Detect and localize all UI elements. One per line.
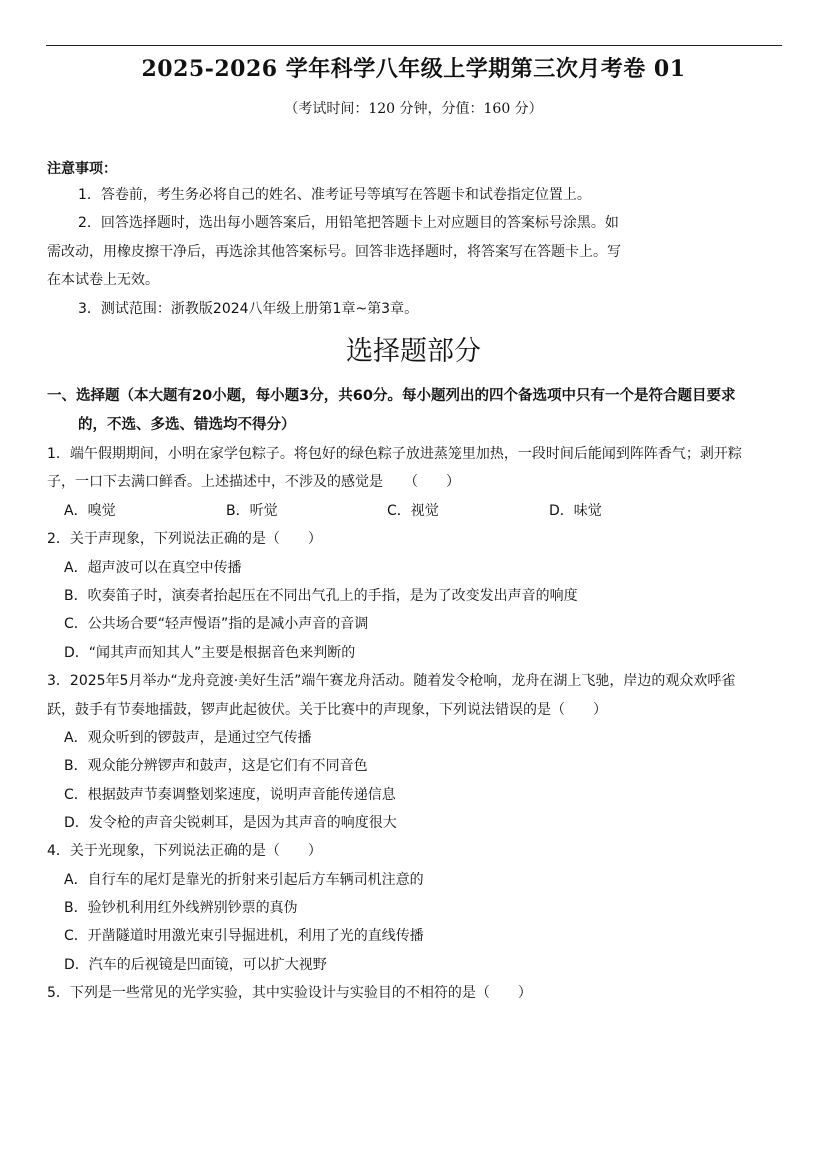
- option-c: C．公共场合要“轻声慢语”指的是减小声音的音调: [64, 616, 369, 632]
- option-d: D．发令枪的声音尖锐刺耳，是因为其声音的响度很大: [64, 815, 397, 831]
- option-a: A．自行车的尾灯是靠光的折射来引起后方车辆司机注意的: [64, 872, 424, 888]
- option-b: B．吹奏笛子时，演奏者抬起压在不同出气孔上的手指，是为了改变发出声音的响度: [64, 588, 578, 604]
- section-heading: 一、选择题（本大题有20小题，每小题3分，共60分。每小题列出的四个备选项中只有一个是符合题目要求: [47, 388, 736, 404]
- option-c: C．根据鼓声节奏调整划桨速度，说明声音能传递信息: [64, 787, 396, 803]
- section-heading: 的，不选、多选、错选均不得分）: [78, 417, 296, 433]
- note-line: 1．答卷前，考生务必将自己的姓名、准考证号等填写在答题卡和试卷指定位置上。: [78, 187, 591, 203]
- option-d: D．汽车的后视镜是凹面镜，可以扩大视野: [64, 957, 327, 973]
- option-a: A．观众听到的锣鼓声，是通过空气传播: [64, 730, 312, 746]
- note-line: 需改动，用橡皮擦干净后，再选涂其他答案标号。回答非选择题时，将答案写在答题卡上。写: [47, 244, 621, 260]
- option-b: B．观众能分辨锣声和鼓声，这是它们有不同音色: [64, 758, 368, 774]
- question-stem: 4．关于光现象，下列说法正确的是（ ）: [47, 843, 322, 859]
- notes-heading: 注意事项：: [47, 161, 117, 177]
- question-stem: 2．关于声现象，下列说法正确的是（ ）: [47, 531, 322, 547]
- exam-title: 2025-2026 学年科学八年级上学期第三次月考卷 01: [141, 56, 686, 82]
- option-b: B．验钞机利用红外线辨别钞票的真伪: [64, 900, 298, 916]
- question-stem: 3．2025年5月举办“龙舟竞渡·美好生活”端午赛龙舟活动。随着发令枪响，龙舟在湖上飞驰，岸边的观众欢呼雀: [47, 673, 736, 689]
- header-rule: [46, 45, 782, 46]
- note-line: 2．回答选择题时，选出每小题答案后，用铅笔把答题卡上对应题目的答案标号涂黑。如: [78, 215, 619, 231]
- option-a: A．嗅觉: [64, 503, 116, 519]
- option-d: D．“闻其声而知其人”主要是根据音色来判断的: [64, 645, 356, 661]
- question-stem: 跃，鼓手有节奏地擂鼓，锣声此起彼伏。关于比赛中的声现象，下列说法错误的是（ ）: [47, 702, 607, 718]
- question-stem: 子，一口下去满口鲜香。上述描述中，不涉及的感觉是 （ ）: [47, 474, 460, 490]
- note-line: 3．测试范围：浙教版2024八年级上册第1章~第3章。: [78, 301, 419, 317]
- option-d: D．味觉: [549, 503, 602, 519]
- question-stem: 1．端午假期期间，小明在家学包粽子。将包好的绿色粽子放进蒸笼里加热，一段时间后能闻到阵阵香气；剥开粽: [47, 446, 742, 462]
- question-stem: 5．下列是一些常见的光学实验，其中实验设计与实验目的不相符的是（ ）: [47, 985, 532, 1001]
- section-title: 选择题部分: [346, 336, 481, 367]
- option-c: C．开凿隧道时用激光束引导掘进机，利用了光的直线传播: [64, 928, 424, 944]
- note-line: 在本试卷上无效。: [47, 272, 159, 288]
- option-a: A．超声波可以在真空中传播: [64, 560, 242, 576]
- option-b: B．听觉: [226, 503, 278, 519]
- exam-subtitle: （考试时间：120 分钟，分值：160 分）: [284, 101, 543, 117]
- option-c: C．视觉: [387, 503, 439, 519]
